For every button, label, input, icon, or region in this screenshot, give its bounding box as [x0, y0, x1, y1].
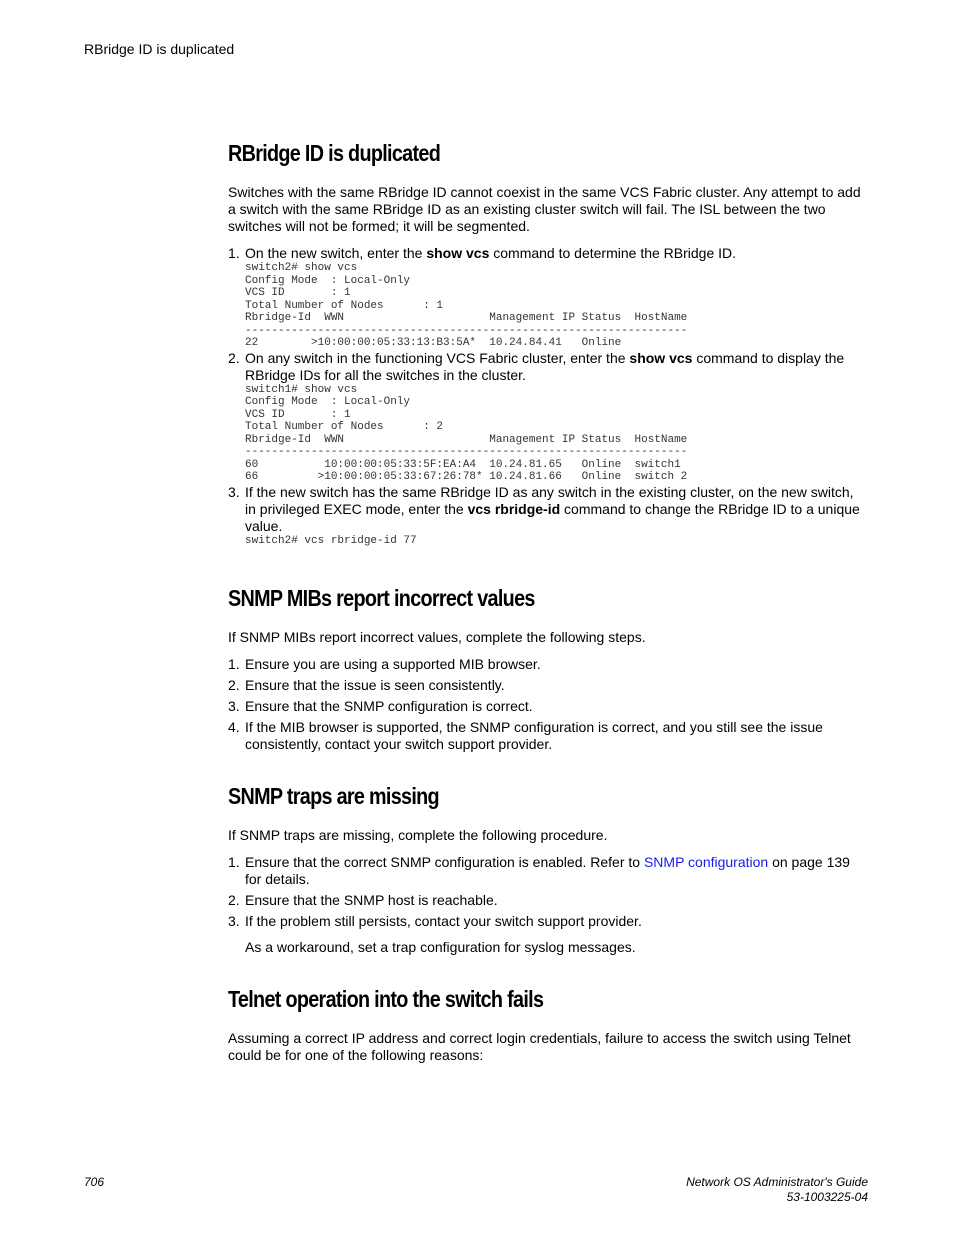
command-text: show vcs: [426, 245, 490, 261]
section-title: Telnet operation into the switch fails: [228, 986, 544, 1012]
section-intro: If SNMP traps are missing, complete the following procedure.: [228, 827, 608, 843]
step-number: 1.: [228, 656, 240, 672]
list-item: [228, 245, 868, 350]
code-block: switch2# show vcs Config Mode : Local-Only VCS ID : 1 Total Number of Nodes : 1 Rbridge-Id WWN Management IP Status HostName ------------------------------------------------------------------- 22 >10:00:00:05:33:13:B3:5A* 10.24.84.41 Online: [245, 262, 688, 349]
step-text: If the problem still persists, contact your switch support provider.: [245, 913, 642, 929]
section-title: SNMP traps are missing: [228, 783, 439, 809]
step-text: Ensure you are using a supported MIB browser.: [245, 656, 541, 672]
step-text: command to display the RBridge IDs for all the switches in the cluster.: [245, 349, 845, 383]
section-snmp-mibs: [228, 585, 868, 753]
step-number: 3.: [228, 698, 240, 714]
section-intro: Switches with the same RBridge ID cannot coexist in the same VCS Fabric cluster. Any attempt to add a switch with the same RBridge ID as an existing cluster switch will fail. The ISL between the two switches will not be formed; it will be segmented.: [228, 184, 861, 234]
step-text: Ensure that the correct SNMP configuration is enabled. Refer to: [245, 854, 644, 870]
step-number: 1.: [228, 245, 240, 261]
list-item: [228, 892, 868, 909]
step-text: On the new switch, enter the: [245, 245, 427, 261]
step-text: Ensure that the issue is seen consistently.: [245, 677, 505, 693]
list-item: [228, 719, 868, 753]
list-item: [228, 677, 868, 694]
step-number: 2.: [228, 892, 240, 908]
command-text: vcs rbridge-id: [467, 500, 561, 517]
step-number: 3.: [228, 913, 240, 929]
step-number: 1.: [228, 854, 240, 870]
section-intro: If SNMP MIBs report incorrect values, complete the following steps.: [228, 629, 646, 645]
step-text: If the MIB browser is supported, the SNMP configuration is correct, and you still see the issue consistently, contact your switch support provider.: [245, 719, 823, 752]
list-item: [228, 350, 868, 484]
page-number: 706: [84, 1175, 105, 1189]
list-item: [228, 698, 868, 715]
section-title: RBridge ID is duplicated: [228, 140, 441, 166]
command-text: show vcs: [629, 349, 693, 366]
section-snmp-traps: [228, 783, 868, 956]
step-number: 4.: [228, 719, 240, 735]
step-text: on page 139 for details.: [245, 854, 850, 887]
step-text: command to change the RBridge ID to a unique value.: [245, 500, 860, 534]
code-block: switch1# show vcs Config Mode : Local-Only VCS ID : 1 Total Number of Nodes : 2 Rbridge-Id WWN Management IP Status HostName ------------------------------------------------------------------- 60 10:00:00:05:33:5F:EA:A4 10.24.81.65 Online switch1 66 >10:00:00:05:33:67:26:78* 10.24.81.66 Online switch 2: [245, 383, 688, 483]
section-intro: Assuming a correct IP address and correct login credentials, failure to access the switch using Telnet could be for one of the following reasons:: [228, 1030, 851, 1063]
snmp-configuration-link[interactable]: SNMP configuration: [643, 854, 769, 870]
footer-doc-info: [686, 1175, 868, 1205]
list-item: [228, 484, 868, 548]
doc-number: 53-1003225-04: [786, 1190, 868, 1204]
list-item: [228, 656, 868, 673]
code-block: switch2# vcs rbridge-id 77: [245, 534, 417, 547]
section-telnet-fails: [228, 986, 868, 1064]
step-number: 3.: [228, 483, 240, 500]
step-text: Ensure that the SNMP host is reachable.: [245, 892, 498, 908]
step-text: If the new switch has the same RBridge ID as any switch in the existing cluster, on the new switch, in privileged EXEC mode, enter the: [245, 483, 854, 517]
steps-list: [228, 656, 868, 753]
guide-title: Network OS Administrator's Guide: [686, 1175, 868, 1189]
section-title: SNMP MIBs report incorrect values: [228, 585, 535, 611]
list-item: [228, 913, 868, 930]
steps-list: [228, 245, 868, 547]
step-number: 2.: [228, 349, 240, 366]
workaround-note: As a workaround, set a trap configuration for syslog messages.: [245, 939, 636, 955]
step-text: Ensure that the SNMP configuration is correct.: [245, 698, 533, 714]
step-number: 2.: [228, 677, 240, 693]
section-rbridge-duplicated: [228, 140, 868, 547]
running-head: RBridge ID is duplicated: [84, 41, 235, 57]
step-text: command to determine the RBridge ID.: [489, 245, 737, 261]
step-text: On any switch in the functioning VCS Fabric cluster, enter the: [245, 349, 630, 366]
steps-list: [228, 854, 868, 930]
list-item: [228, 854, 868, 888]
